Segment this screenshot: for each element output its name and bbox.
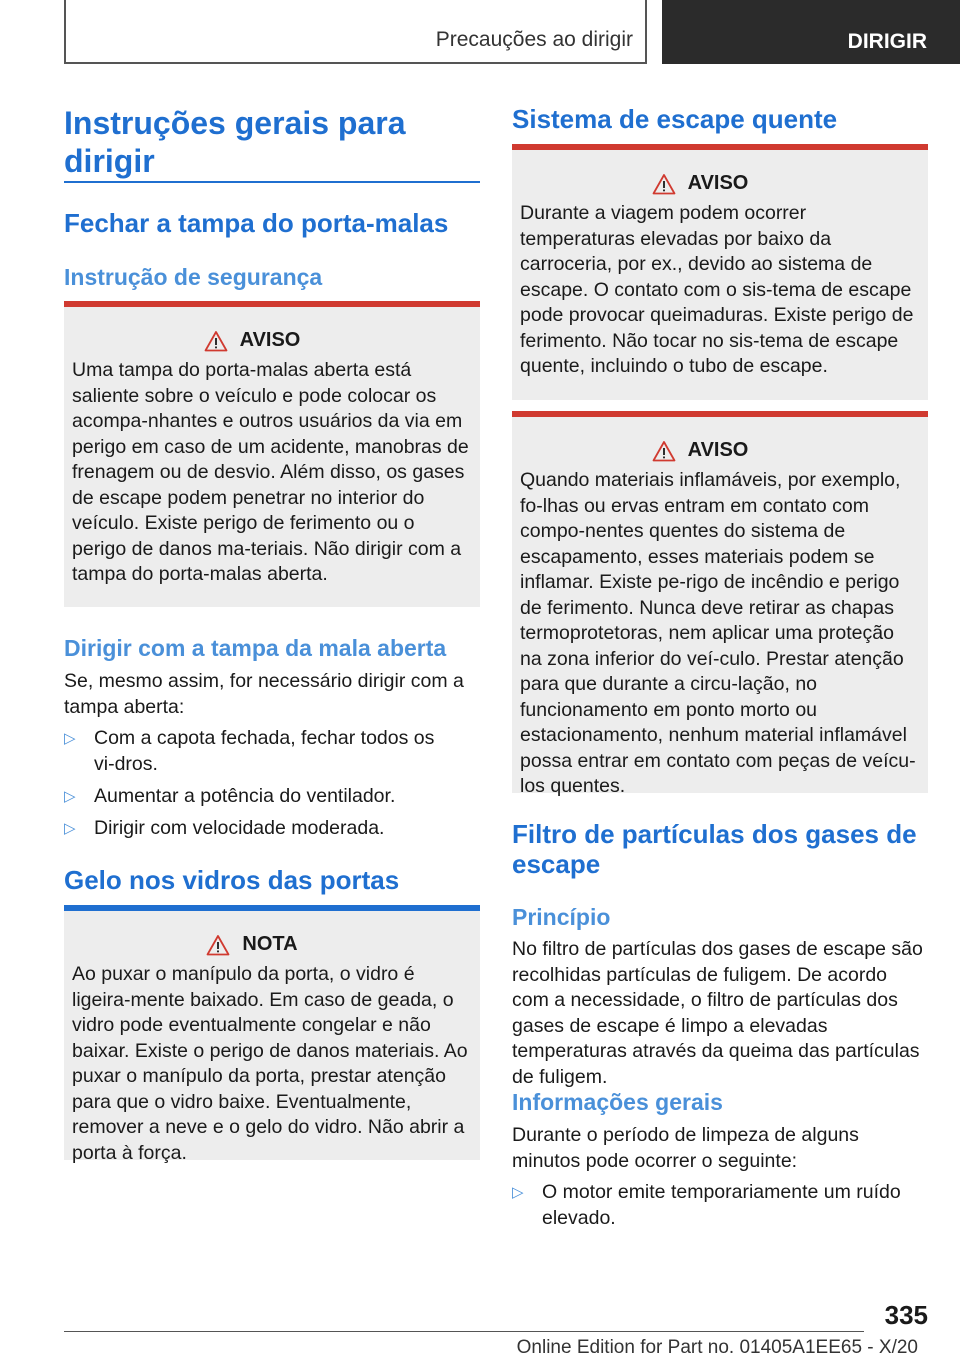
list-item-text: Com a capota fechada, fechar todos os vi-dros. <box>94 727 435 775</box>
list-item-text: Aumentar a potência do ventilador. <box>94 785 396 807</box>
warning-box-escape <box>512 144 928 400</box>
footer-edition: Online Edition for Part no. 01405A1EE65 - X/20 <box>516 1337 918 1358</box>
triangle-bullet-icon: ▷ <box>64 820 76 837</box>
warning-label: AVISO <box>687 172 749 194</box>
warning-box-inflamaveis <box>512 411 928 797</box>
footer-rule <box>64 1331 864 1332</box>
list-item-text: Dirigir com velocidade moderada. <box>94 817 385 839</box>
triangle-bullet-icon: ▷ <box>64 788 76 805</box>
note-box-gelo <box>64 905 480 1164</box>
warning-title <box>520 172 920 195</box>
heading-escape: Sistema de escape quente <box>512 104 838 134</box>
title-rule <box>64 181 480 183</box>
warning-triangle-icon <box>652 440 676 462</box>
warning-triangle-icon <box>652 173 676 195</box>
warning-title <box>72 329 472 352</box>
warning-text: Durante a viagem podem ocorrer temperaturas elevadas por baixo da carroceria, por ex., devido ao sistema de escape. O contato com o sis-tema de escape pode provocar queimaduras. Existe perigo de ferimento. Não tocar no sis-tema de escape quente, incluindo o tubo de escape. <box>520 202 914 377</box>
page-number: 335 <box>884 1300 928 1330</box>
header-chapter-tab <box>662 0 960 64</box>
header-section-title: Precauções ao dirigir <box>435 28 633 51</box>
heading-dirigir: Dirigir com a tampa da mala aberta <box>64 635 447 661</box>
warning-text: Uma tampa do porta-malas aberta está saliente sobre o veículo e pode colocar os acompa-nhantes e outros usuários da via em perigo em caso de um acidente, manobras de frenagem ou de desvio. Além disso, os gases de escape podem penetrar no interior do veículo. Existe perigo de ferimento ou o perigo de danos ma-teriais. Não dirigir com a tampa do porta-malas aberta. <box>72 359 469 585</box>
triangle-bullet-icon: ▷ <box>64 730 76 747</box>
heading-filtro: Filtro de partículas dos gases de escape <box>512 819 917 879</box>
warning-title <box>520 439 920 462</box>
warning-triangle-icon <box>204 330 228 352</box>
principio-text: No filtro de partículas dos gases de escape são recolhidas partículas de fuligem. De acordo com a necessidade, o filtro de partículas dos gases de escape é limpo a elevadas temperaturas através da queima das partículas de fuligem. <box>512 938 923 1088</box>
warning-triangle-icon <box>206 934 230 956</box>
note-title <box>72 933 472 956</box>
heading-gelo: Gelo nos vidros das portas <box>64 865 400 895</box>
dirigir-text: Se, mesmo assim, for necessário dirigir com a tampa aberta: <box>64 670 464 718</box>
heading-seguranca: Instrução de segurança <box>64 264 323 290</box>
heading-principio: Princípio <box>512 904 611 930</box>
header-section-box <box>64 0 647 64</box>
info-text: Durante o período de limpeza de alguns minutos pode ocorrer o seguinte: <box>512 1124 859 1172</box>
header-chapter-label: DIRIGIR <box>847 30 927 53</box>
warning-box-tampa <box>64 301 480 607</box>
warning-text: Quando materiais inflamáveis, por exemplo, fo-lhas ou ervas entram em contato com compo-nentes quentes do sistema de escapamento, esses materiais podem se inflamar. Existe pe-rigo de incêndio e perigo de ferimento. Nunca deve retirar as chapas termoprotetoras, nem aplicar uma proteção na zona inferior do veí-culo. Prestar atenção para que durante a circu-lação, no funcionamento em ponto morto ou estacionamento, nenhum material inflamável possa entrar em contato com peças de veícu-los quentes. <box>520 469 916 797</box>
triangle-bullet-icon: ▷ <box>512 1184 524 1201</box>
note-label: NOTA <box>242 933 298 955</box>
warning-label: AVISO <box>687 439 749 461</box>
warning-label: AVISO <box>239 329 301 351</box>
heading-tampa: Fechar a tampa do porta-malas <box>64 208 449 238</box>
heading-info: Informações gerais <box>512 1089 723 1115</box>
list-item-text: O motor emite temporariamente um ruído elevado. <box>542 1181 901 1229</box>
page-title: Instruções gerais para dirigir <box>64 105 406 179</box>
note-text: Ao puxar o manípulo da porta, o vidro é ligeira-mente baixado. Em caso de geada, o vidro pode eventualmente congelar e não baixar. Existe o perigo de danos materiais. Ao puxar o manípulo da porta, prestar atenção para que o vidro baixe. Eventualmente, remover a neve e o gelo do vidro. Não abrir a porta à força. <box>72 963 468 1164</box>
